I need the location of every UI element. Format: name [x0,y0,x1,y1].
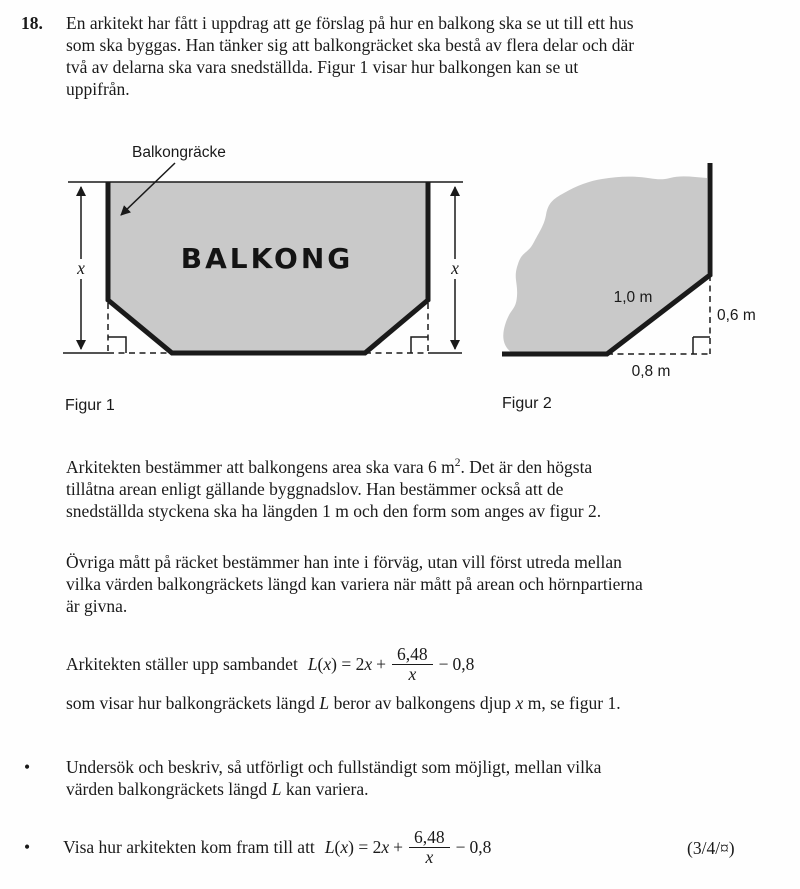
math-token: ) = 2 [348,836,382,857]
railing-label: Balkongräcke [132,144,226,161]
math-token: ( [317,653,324,674]
math-token: ) = 2 [331,653,365,674]
text-line: är givna. [66,596,128,616]
formula-intro-text: Arkitekten ställer upp sambandet [66,653,298,674]
math-token: x [340,836,349,857]
text-segment: beror av balkongens djup [333,693,511,713]
text-segment: . Det är den högsta [460,457,593,477]
superscript-2: 2 [454,457,461,470]
text-line: Undersök och beskriv, så utförligt och fullständigt som möjligt, mellan vilka [66,757,602,777]
bullet-marker: • [24,757,31,777]
horizontal-measure-label: 0,8 m [631,363,671,380]
dimension-label-left: x [77,258,85,278]
text-segment: m, se figur 1. [527,693,621,713]
text-line [66,778,601,800]
text-segment: värden balkongräckets längd [66,779,268,799]
math-token: x [381,836,390,857]
area-paragraph [66,456,601,522]
math-operator: − [455,836,466,857]
text-line [66,456,601,478]
task-2-row [24,820,491,874]
diagonal-measure-label: 1,0 m [613,289,653,306]
fraction [392,645,433,684]
fraction-numerator: 6,48 [409,828,450,848]
text-line: två av delarna ska vara snedställda. Figur 1 visar hur balkongen kan se ut [66,57,579,77]
text-line: snedställda styckena ska ha längden 1 m och den form som anges av figur 2. [66,501,602,521]
figure-1 [60,138,470,423]
right-angle-marker [693,337,710,354]
bullet-marker: • [24,836,31,857]
figure2-caption: Figur 2 [502,395,552,412]
math-token: 0,8 [452,653,475,674]
figure-2 [495,150,795,420]
math-var-L: L [319,693,330,713]
text-line: tillåtna arean enligt gällande byggnadslov. Han bestämmer också att de [66,479,564,499]
math-token: L [324,836,335,857]
dimension-label-right: x [451,258,459,278]
math-token: 0,8 [469,836,492,857]
math-token: ( [334,836,341,857]
problem-number: 18. [21,13,43,33]
formula-row [66,638,474,690]
text-line: uppifrån. [66,79,130,99]
fraction-denominator: x [408,663,417,684]
equation-L-of-x [325,828,492,867]
balcony-floor-detail [503,176,707,353]
text-line: En arkitekt har fått i uppdrag att ge förslag på hur en balkong ska se ut till ett hus [66,13,634,33]
task-1 [66,756,601,800]
math-operator: + [393,836,404,857]
text-segment: som visar hur balkongräckets längd [66,693,315,713]
right-angle-marker-right [411,337,428,353]
math-token: x [364,653,373,674]
intro-paragraph [66,12,634,100]
fraction-denominator: x [425,846,434,867]
math-operator: + [376,653,387,674]
fraction-numerator: 6,48 [392,645,433,665]
text-line: vilka värden balkongräckets längd kan variera när mått på arean och hörnpartierna [66,574,643,594]
math-operator: − [438,653,449,674]
equation-L-of-x [308,645,475,684]
text-segment: Arkitekten bestämmer att balkongens area ska vara 6 m [66,457,455,477]
math-var-x: x [515,693,524,713]
text-line [66,692,621,714]
score-notation: (3/4/¤) [687,838,735,858]
text-line: som ska byggas. Han tänker sig att balkongräcket ska bestå av flera delar och där [66,35,635,55]
formula-caption-line [66,692,621,714]
text-segment: kan variera. [285,779,369,799]
railing-length-paragraph [66,551,643,617]
figure1-caption: Figur 1 [65,397,115,414]
math-token: L [307,653,318,674]
math-token: x [323,653,332,674]
fraction [409,828,450,867]
text-line: Övriga mått på räcket bestämmer han inte i förväg, utan vill först utreda mellan [66,552,622,572]
vertical-measure-label: 0,6 m [717,307,756,324]
right-angle-marker-left [108,337,126,353]
math-var-L: L [271,779,282,799]
balcony-label: BALKONG [180,242,354,275]
task-2-text: Visa hur arkitekten kom fram till att [63,836,315,857]
